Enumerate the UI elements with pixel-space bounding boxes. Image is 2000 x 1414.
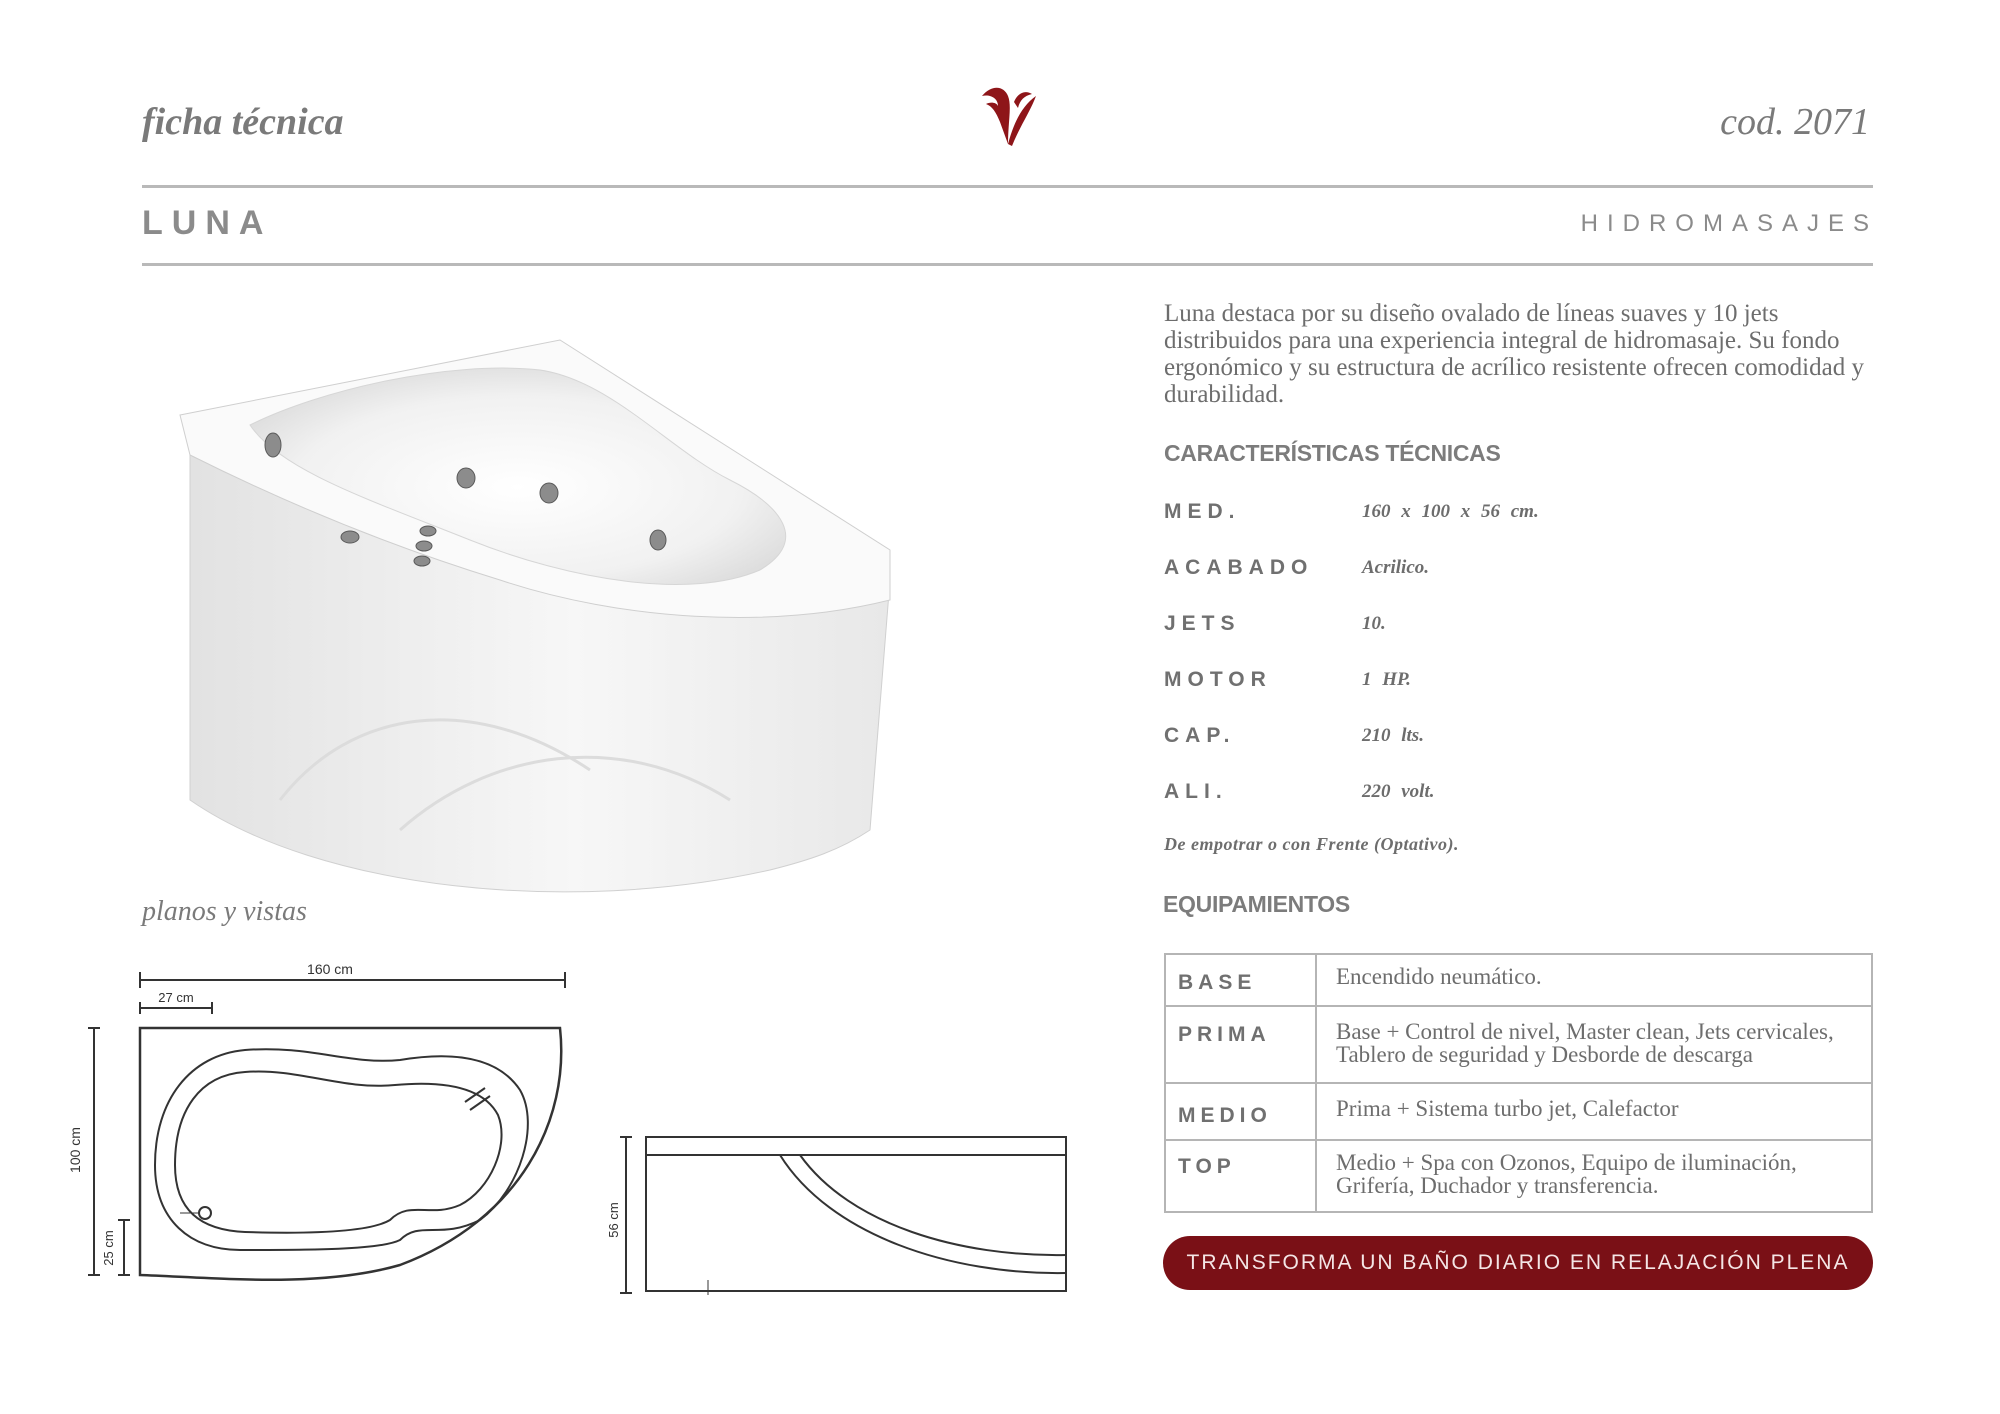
table-row xyxy=(1165,954,1872,1006)
equipment-table xyxy=(1164,953,1873,1213)
equipment-details-line: Prima + Sistema turbo jet, Calefactor xyxy=(1336,1096,1679,1121)
product-description: Luna destaca por su diseño ovalado de líneas suaves y 10 jets distribuidos para una experiencia integral de hidromasaje. Su fondo ergonómico y su estructura de acrílico resistente ofrecen comodidad y durabilidad. xyxy=(1164,300,1864,408)
document-type-label: ficha técnica xyxy=(142,101,344,143)
table-row xyxy=(1165,1083,1872,1140)
equipment-level: PRIMA xyxy=(1165,1006,1316,1083)
spec-value: 1 HP. xyxy=(1362,669,1411,690)
equipment-details-line: Base + Control de nivel, Master clean, Jets cervicales, xyxy=(1336,1019,1834,1044)
specs-section-title: CARACTERÍSTICAS TÉCNICAS xyxy=(1164,440,1501,466)
spec-label: ACABADO xyxy=(1164,556,1314,579)
header-divider xyxy=(142,185,1873,188)
spec-label: JETS xyxy=(1164,612,1241,635)
equipment-level: TOP xyxy=(1165,1140,1316,1212)
title-divider xyxy=(142,263,1873,266)
equipment-details-line: Grifería, Duchador y transferencia. xyxy=(1336,1173,1659,1198)
equipment-details xyxy=(1316,954,1872,1006)
spec-note: De empotrar o con Frente (Optativo). xyxy=(1164,834,1459,854)
drawings-label: planos y vistas xyxy=(142,896,307,927)
spec-row xyxy=(1164,716,1424,756)
table-row xyxy=(1165,1006,1872,1083)
product-code: cod. 2071 xyxy=(1720,101,1870,143)
bathtub-photo xyxy=(170,330,1020,920)
tagline-banner: TRANSFORMA UN BAÑO DIARIO EN RELAJACIÓN PLENA xyxy=(1163,1236,1873,1290)
equipment-section-title: EQUIPAMIENTOS xyxy=(1163,891,1350,917)
product-name: LUNA xyxy=(142,204,273,242)
spec-value: 10. xyxy=(1362,613,1386,634)
product-category: HIDROMASAJES xyxy=(1580,210,1878,237)
dim-side-height-label: 56 cm xyxy=(606,1202,621,1238)
spec-label: MOTOR xyxy=(1164,668,1272,691)
dim-width-label: 160 cm xyxy=(307,961,353,977)
equipment-details-line: Encendido neumático. xyxy=(1336,964,1542,989)
spec-value: 160 x 100 x 56 cm. xyxy=(1362,501,1539,522)
spec-value: 210 lts. xyxy=(1362,725,1424,746)
equipment-details xyxy=(1316,1006,1872,1083)
top-view-drawing xyxy=(67,950,580,1300)
spec-label: ALI. xyxy=(1164,780,1228,803)
spec-value: Acrilico. xyxy=(1362,557,1430,578)
spec-label: CAP. xyxy=(1164,724,1236,747)
spec-row xyxy=(1164,660,1411,700)
equipment-details-line: Medio + Spa con Ozonos, Equipo de iluminación, xyxy=(1336,1150,1797,1175)
equipment-level: BASE xyxy=(1165,954,1316,1006)
equipment-details-line: Tablero de seguridad y Desborde de descarga xyxy=(1336,1042,1753,1067)
dim-offset-label: 27 cm xyxy=(158,990,194,1005)
spec-label: MED. xyxy=(1164,500,1241,523)
spec-row xyxy=(1164,492,1539,532)
dim-height-label: 100 cm xyxy=(67,1127,83,1173)
equipment-level: MEDIO xyxy=(1165,1083,1316,1140)
brand-v-logo-icon xyxy=(978,82,1038,148)
table-row xyxy=(1165,1140,1872,1212)
spec-row xyxy=(1164,548,1429,588)
spec-row xyxy=(1164,604,1386,644)
spec-row xyxy=(1164,772,1435,812)
equipment-details xyxy=(1316,1140,1872,1212)
equipment-details xyxy=(1316,1083,1872,1140)
side-view-drawing xyxy=(606,1125,1070,1300)
dim-bottom-label: 25 cm xyxy=(101,1230,116,1266)
spec-value: 220 volt. xyxy=(1362,781,1435,802)
